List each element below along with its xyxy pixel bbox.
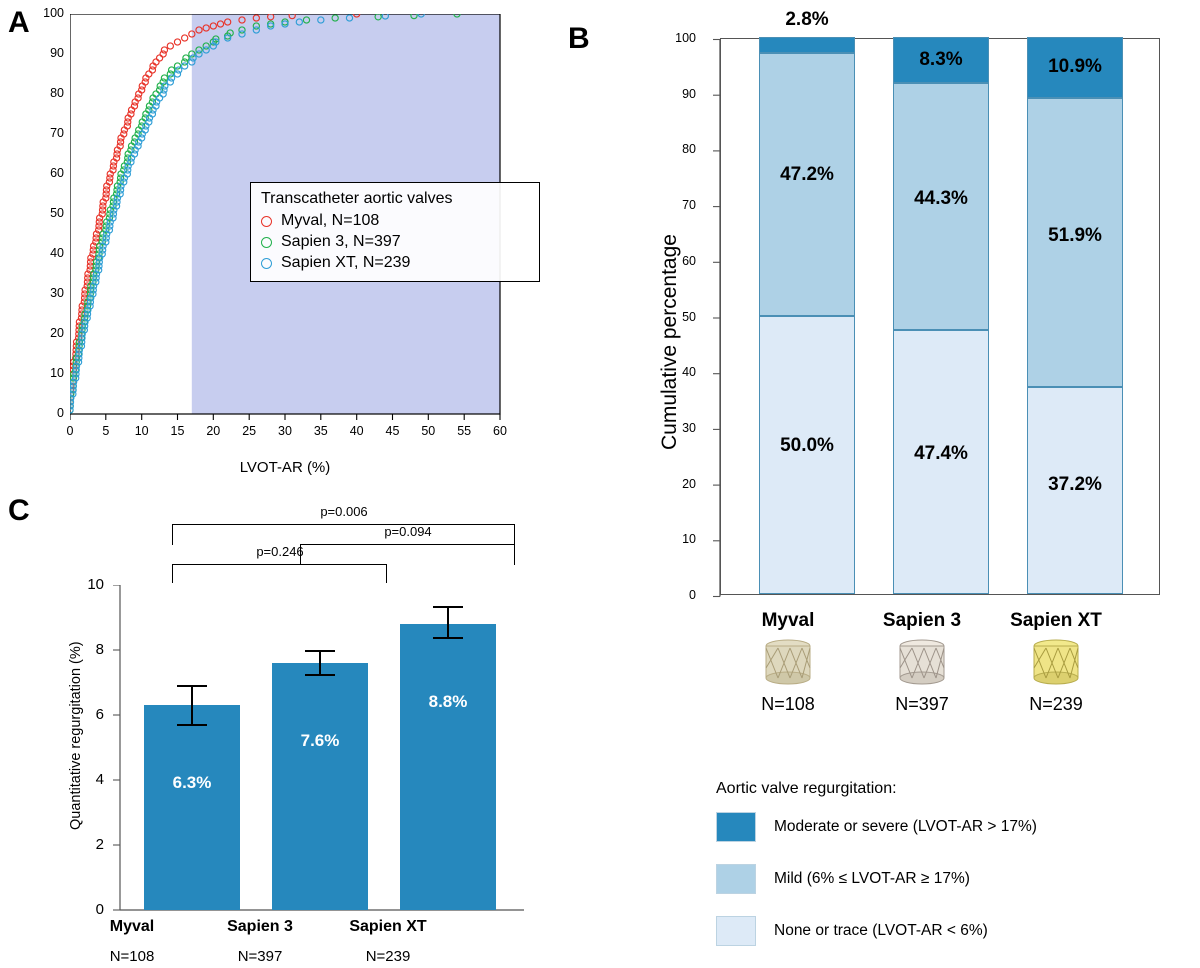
panel-b-ytick-0: 0 <box>689 588 696 602</box>
panel-b-category-sapienxt: Sapien XT <box>1010 610 1102 631</box>
panel-b-segment-moderate-sapienxt <box>1027 37 1123 98</box>
panel-b-segment-none-myval <box>759 316 855 595</box>
panel-b-segment-none-sapienxt <box>1027 387 1123 594</box>
panel-b-column-sapienxt <box>1027 37 1123 594</box>
panel-a-xtick-45: 45 <box>385 424 400 438</box>
panel-b-legend <box>716 780 1186 968</box>
panel-b-label-none-sapien3: 47.4% <box>914 443 968 464</box>
panel-c-errorbar-sapienxt <box>447 608 449 639</box>
panel-a-ytick-50: 50 <box>50 206 64 220</box>
panel-c-n-myval: N=108 <box>109 948 155 965</box>
panel-c-ytick-0: 0 <box>95 901 104 918</box>
panel-b-legend-label-moderate: Moderate or severe (LVOT-AR > 17%) <box>774 818 1037 835</box>
panel-a-xtick-35: 35 <box>313 424 328 438</box>
panel-c-ytick-8: 8 <box>95 641 104 658</box>
panel-b <box>560 0 1200 960</box>
panel-c-category-sapienxt: Sapien XT <box>349 918 427 935</box>
panel-a-ytick-90: 90 <box>50 46 64 60</box>
panel-c-errorcap-bottom-myval <box>177 724 207 726</box>
panel-a-xtick-60: 60 <box>493 424 507 438</box>
panel-c-category-sapien3: Sapien 3 <box>227 918 293 935</box>
panel-c-errorcap-top-myval <box>177 685 207 687</box>
legend-swatch-moderate-icon <box>716 812 756 842</box>
panel-c-value-sapienxt: 8.8% <box>428 692 468 711</box>
legend-marker-icon-sapienxt <box>261 258 272 269</box>
panel-a-xtick-15: 15 <box>170 424 185 438</box>
panel-a <box>0 0 560 480</box>
panel-a-legend-item-myval <box>261 212 529 230</box>
panel-c-y-axis-label: Quantitative regurgitation (%) <box>68 641 84 830</box>
panel-c-bar-sapienxt <box>400 624 496 910</box>
panel-b-label-moderate-sapien3: 8.3% <box>919 49 963 71</box>
panel-a-plot-area <box>43 6 530 476</box>
panel-c-errorbar-sapien3 <box>319 652 321 676</box>
panel-a-legend-item-sapienxt <box>261 254 529 272</box>
panel-b-ytick-80: 80 <box>682 142 696 157</box>
panel-c-plot-area <box>60 500 540 965</box>
panel-c-bars <box>120 585 520 910</box>
panel-c-errorcap-top-sapienxt <box>433 606 463 608</box>
panel-a-xtick-30: 30 <box>278 424 292 438</box>
panel-b-legend-label-mild: Mild (6% ≤ LVOT-AR ≥ 17%) <box>774 870 970 887</box>
panel-c-n-sapienxt: N=239 <box>365 948 411 965</box>
panel-a-legend <box>250 182 540 282</box>
panel-b-ytick-40: 40 <box>682 365 696 380</box>
panel-c-errorcap-bottom-sapien3 <box>305 674 335 676</box>
panel-b-ytick-20: 20 <box>682 476 696 491</box>
panel-b-segment-mild-sapienxt <box>1027 98 1123 387</box>
panel-b-label-moderate-myval: 2.8% <box>785 9 829 30</box>
panel-a-ytick-80: 80 <box>50 86 64 100</box>
valve-image-myval-icon <box>758 638 818 686</box>
panel-a-ytick-70: 70 <box>50 126 64 140</box>
legend-swatch-mild-icon <box>716 864 756 894</box>
panel-b-ytick-60: 60 <box>682 253 696 268</box>
legend-swatch-none-icon <box>716 916 756 946</box>
panel-a-legend-label-sapienxt: Sapien XT, N=239 <box>281 254 411 271</box>
panel-c-errorcap-bottom-sapienxt <box>433 637 463 639</box>
panel-b-ytick-30: 30 <box>682 420 696 435</box>
panel-a-xtick-40: 40 <box>349 424 364 438</box>
panel-a-ytick-40: 40 <box>50 246 64 260</box>
panel-b-legend-title: Aortic valve regurgitation: <box>716 780 897 797</box>
panel-b-column-myval <box>759 37 855 594</box>
panel-a-xtick-20: 20 <box>206 424 221 438</box>
panel-c-value-sapien3: 7.6% <box>300 731 340 750</box>
panel-a-ytick-10: 10 <box>50 366 64 380</box>
panel-c-letter: C <box>8 494 30 527</box>
panel-b-segment-moderate-sapien3 <box>893 37 989 83</box>
panel-b-label-none-sapienxt: 37.2% <box>1048 473 1102 495</box>
panel-c-bar-myval <box>144 705 240 910</box>
panel-a-legend-label-myval: Myval, N=108 <box>281 212 380 229</box>
panel-a-xtick-25: 25 <box>242 424 257 438</box>
panel-b-plot-area <box>638 9 1168 714</box>
panel-b-y-axis-label: Cumulative percentage <box>658 234 681 450</box>
panel-b-legend-item-none <box>716 916 1186 946</box>
panel-c-bracket-myval-sapien3 <box>172 564 387 583</box>
panel-b-ytick-70: 70 <box>682 198 696 213</box>
valve-image-sapienxt-icon <box>1026 638 1086 686</box>
valve-image-sapien3-icon <box>892 638 952 686</box>
panel-c-ytick-6: 6 <box>95 706 104 723</box>
panel-b-n-sapien3: N=397 <box>895 694 949 714</box>
panel-b-ytick-90: 90 <box>682 86 696 101</box>
panel-b-ytick-10: 10 <box>682 532 696 547</box>
panel-a-xtick-0: 0 <box>66 424 74 438</box>
panel-b-label-mild-sapienxt: 51.9% <box>1048 224 1102 246</box>
panel-b-chart-frame <box>720 9 1160 595</box>
panel-b-segment-mild-sapien3 <box>893 83 989 330</box>
panel-c-category-myval: Myval <box>109 918 155 935</box>
panel-a-ytick-20: 20 <box>50 326 64 340</box>
panel-a-ytick-100: 100 <box>43 6 64 20</box>
panel-b-category-myval: Myval <box>761 610 815 631</box>
panel-c-ytick-10: 10 <box>87 576 104 593</box>
legend-marker-icon-myval <box>261 216 272 227</box>
panel-c-pvalue-myval-sapien3: p=0.246 <box>256 544 304 559</box>
panel-b-n-sapienxt: N=239 <box>1029 694 1083 714</box>
panel-a-ytick-0: 0 <box>57 406 64 420</box>
panel-c-n-sapien3: N=397 <box>237 948 283 965</box>
panel-b-ytick-50: 50 <box>682 309 696 324</box>
panel-a-xtick-50: 50 <box>421 424 436 438</box>
panel-a-legend-item-sapien3 <box>261 233 529 251</box>
legend-marker-icon-sapien3 <box>261 237 272 248</box>
panel-b-letter: B <box>568 22 590 55</box>
panel-c-errorbar-myval <box>191 687 193 726</box>
panel-b-legend-label-none: None or trace (LVOT-AR < 6%) <box>774 922 988 939</box>
panel-b-segment-none-sapien3 <box>893 330 989 594</box>
panel-a-ytick-60: 60 <box>50 166 64 180</box>
panel-c-errorcap-top-sapien3 <box>305 650 335 652</box>
panel-a-xtick-5: 5 <box>102 424 110 438</box>
panel-b-legend-item-moderate <box>716 812 1186 842</box>
panel-c-pvalue-sapien3-sapienxt: p=0.094 <box>384 524 432 539</box>
panel-c-value-myval: 6.3% <box>172 773 212 793</box>
panel-b-category-sapien3: Sapien 3 <box>882 610 962 631</box>
panel-c <box>0 470 560 965</box>
panel-a-legend-title: Transcatheter aortic valves <box>261 190 453 207</box>
panel-a-letter: A <box>8 6 30 39</box>
panel-b-segment-mild-myval <box>759 53 855 316</box>
panel-b-legend-item-mild <box>716 864 1186 894</box>
panel-b-label-none-myval: 50.0% <box>780 434 834 456</box>
panel-a-x-axis-label: LVOT-AR (%) <box>239 459 331 476</box>
panel-c-ytick-2: 2 <box>95 836 104 853</box>
panel-c-ytick-4: 4 <box>95 771 104 788</box>
panel-b-segment-moderate-myval <box>759 37 855 53</box>
panel-b-column-sapien3 <box>893 37 989 594</box>
panel-c-bracket-sapien3-sapienxt <box>300 544 515 565</box>
panel-c-bar-sapien3 <box>272 663 368 910</box>
panel-c-pvalue-myval-sapienxt: p=0.006 <box>320 504 368 519</box>
panel-b-label-mild-sapien3: 44.3% <box>914 188 968 210</box>
panel-b-label-moderate-sapienxt: 10.9% <box>1048 56 1102 78</box>
panel-b-ytick-100: 100 <box>675 31 696 45</box>
panel-a-legend-label-sapien3: Sapien 3, N=397 <box>281 233 401 250</box>
panel-a-xtick-55: 55 <box>457 424 472 438</box>
panel-b-n-myval: N=108 <box>761 694 815 714</box>
panel-a-ytick-30: 30 <box>50 286 64 300</box>
panel-a-xtick-10: 10 <box>134 424 149 438</box>
panel-b-label-mild-myval: 47.2% <box>780 163 834 185</box>
